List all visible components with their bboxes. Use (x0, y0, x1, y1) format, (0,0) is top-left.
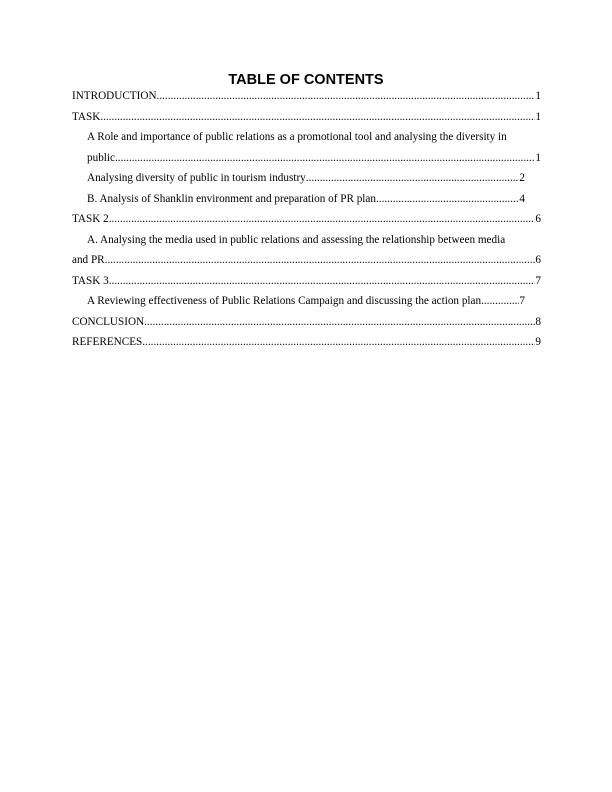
dot-leader (115, 148, 535, 169)
dot-leader (109, 209, 536, 230)
toc-title: TABLE OF CONTENTS (228, 72, 384, 88)
toc-entry-diversity[interactable] (72, 168, 541, 189)
toc-page-number: 7 (519, 295, 525, 307)
toc-page-number: 6 (535, 213, 541, 225)
toc-entry-shanklin[interactable] (72, 189, 541, 210)
toc-page-number: 7 (535, 274, 541, 287)
dot-leader (144, 312, 535, 333)
toc-entry-label: CONCLUSION (72, 315, 145, 328)
toc-entry-effectiveness[interactable] (72, 291, 541, 312)
dot-leader (157, 86, 536, 107)
toc-entry-task-3[interactable] (72, 271, 541, 292)
toc-entry-introduction[interactable] (72, 86, 541, 107)
toc-entry-label-line1: A Role and importance of public relations as a promotional tool and analysing the diversity in (87, 131, 507, 143)
toc-entry-label: TASK (72, 110, 101, 123)
table-of-contents (72, 86, 541, 353)
dot-leader (109, 271, 536, 292)
toc-entry-conclusion[interactable] (72, 312, 541, 333)
toc-entry-label: A Reviewing effectiveness of Public Relations Campaign and discussing the action plan (87, 295, 482, 307)
dot-leader (100, 107, 535, 128)
toc-page-number: 6 (535, 254, 541, 266)
dot-leader (306, 168, 520, 189)
toc-page-number: 1 (535, 110, 541, 123)
toc-page-number: 4 (519, 192, 525, 205)
toc-entry-references[interactable] (72, 332, 541, 353)
toc-entry-label: TASK 3 (72, 274, 109, 287)
dot-leader (481, 291, 519, 312)
dot-leader (105, 250, 536, 271)
toc-page-number: 9 (535, 336, 541, 348)
toc-entry-label: B. Analysis of Shanklin environment and preparation of PR plan (87, 192, 376, 205)
toc-entry-label: REFERENCES (72, 336, 143, 348)
dot-leader (142, 332, 535, 353)
toc-entry-media-pr[interactable] (72, 230, 541, 271)
toc-page-number: 1 (535, 151, 541, 164)
toc-entry-label: INTRODUCTION (72, 90, 157, 102)
toc-entry-task-2[interactable] (72, 209, 541, 230)
dot-leader (376, 189, 519, 210)
toc-entry-label-line1: A. Analysing the media used in public relations and assessing the relationship between media (87, 233, 506, 246)
toc-page-number: 8 (535, 315, 541, 328)
toc-entry-label: Analysing diversity of public in tourism industry (87, 172, 306, 184)
toc-entry-role-importance[interactable] (72, 127, 541, 168)
toc-page-number: 2 (519, 172, 525, 184)
toc-entry-label: TASK 2 (72, 213, 109, 225)
toc-entry-task[interactable] (72, 107, 541, 128)
toc-entry-label: and PR (72, 254, 105, 266)
toc-page-number: 1 (535, 90, 541, 102)
toc-entry-label: public (87, 151, 115, 164)
